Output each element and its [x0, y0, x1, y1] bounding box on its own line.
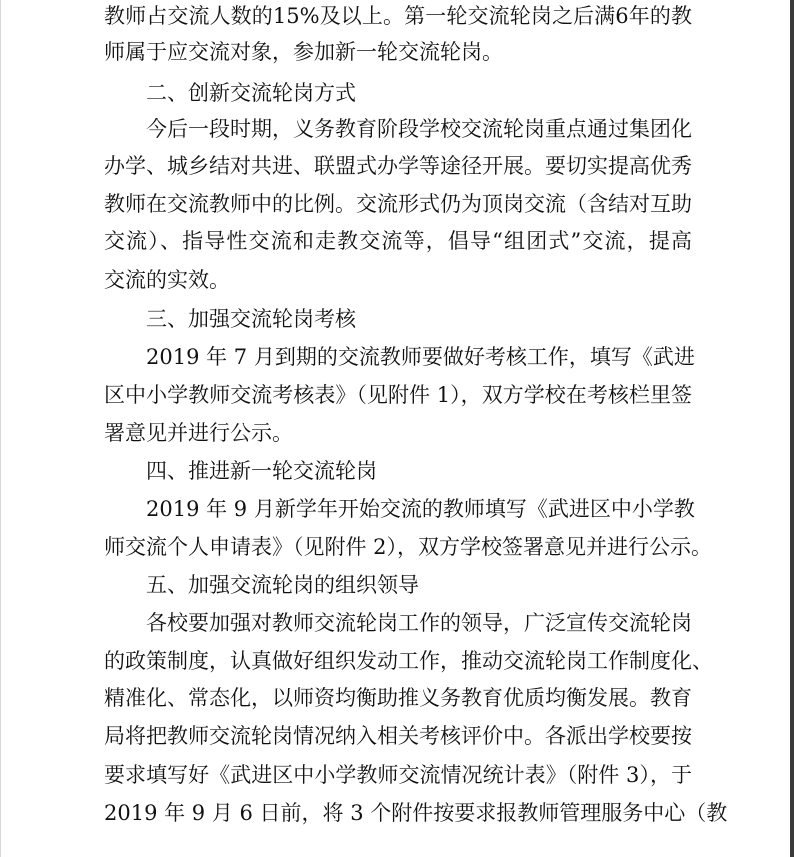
- paragraph-line-4: 办学、城乡结对共进、联盟式办学等途径开展。要切实提高优秀: [104, 154, 692, 178]
- page-left-edge: [0, 0, 1, 857]
- paragraph-line-8: 2019 年 7 月到期的交流教师要做好考核工作，填写《武进: [146, 345, 695, 369]
- section-heading-4: 四、推进新一轮交流轮岗: [146, 459, 377, 483]
- paragraph-line-14: 的政策制度，认真做好组织发动工作，推动交流轮岗工作制度化、: [104, 649, 713, 673]
- section-heading-5: 五、加强交流轮岗的组织领导: [146, 573, 419, 597]
- paragraph-line-6: 交流）、指导性交流和走教交流等，倡导“组团式”交流，提高: [104, 229, 692, 253]
- paragraph-line-2: 师属于应交流对象，参加新一轮交流轮岗。: [104, 40, 503, 64]
- paragraph-line-18: 2019 年 9 月 6 日前，将 3 个附件按要求报教师管理服务中心（教: [104, 801, 728, 825]
- paragraph-line-1: 教师占交流人数的15%及以上。第一轮交流轮岗之后满6年的教: [104, 4, 692, 28]
- paragraph-line-11: 2019 年 9 月新学年开始交流的教师填写《武进区中小学教: [146, 497, 695, 521]
- paragraph-line-15: 精准化、常态化，以师资均衡助推义务教育优质均衡发展。教育: [104, 686, 692, 710]
- section-heading-3: 三、加强交流轮岗考核: [146, 307, 356, 331]
- paragraph-line-7: 交流的实效。: [104, 268, 230, 292]
- paragraph-line-16: 局将把教师交流轮岗情况纳入相关考核评价中。各派出学校要按: [104, 724, 692, 748]
- paragraph-line-13: 各校要加强对教师交流轮岗工作的领导，广泛宣传交流轮岗: [146, 611, 692, 635]
- paragraph-line-3: 今后一段时期，义务教育阶段学校交流轮岗重点通过集团化: [146, 117, 692, 141]
- paragraph-line-17: 要求填写好《武进区中小学教师交流情况统计表》（附件 3），于: [104, 763, 692, 787]
- page-right-edge: [790, 0, 794, 857]
- section-heading-2: 二、创新交流轮岗方式: [146, 81, 356, 105]
- paragraph-line-9: 区中小学教师交流考核表》（见附件 1），双方学校在考核栏里签: [104, 383, 692, 407]
- paragraph-line-5: 教师在交流教师中的比例。交流形式仍为顶岗交流（含结对互助: [104, 192, 692, 216]
- paragraph-line-10: 署意见并进行公示。: [104, 421, 293, 445]
- paragraph-line-12: 师交流个人申请表》（见附件 2），双方学校签署意见并进行公示。: [104, 535, 713, 559]
